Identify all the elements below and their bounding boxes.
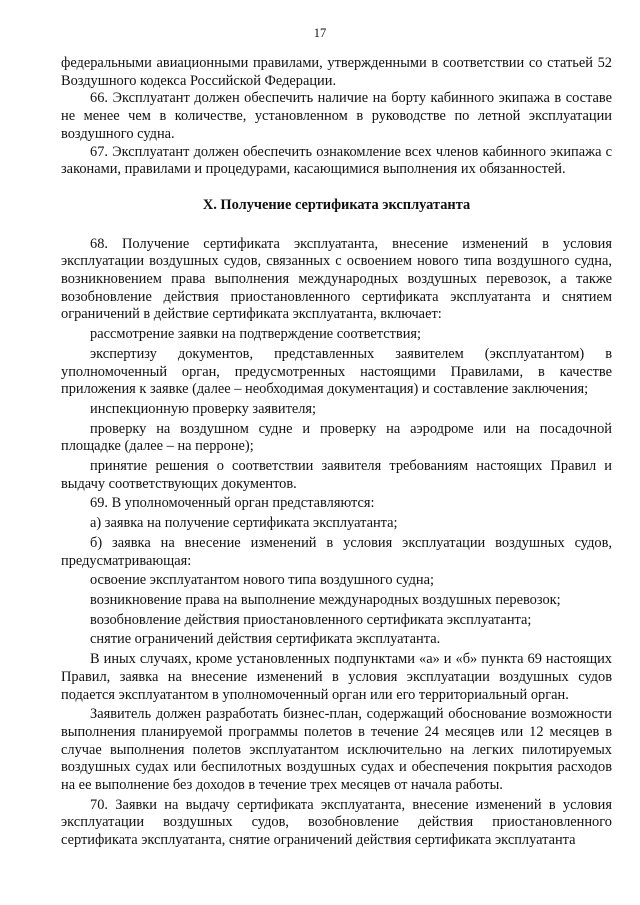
paragraph-continuation: федеральными авиационными правилами, утвержденными в соответствии со статьей 52 Воздушного кодекса Российской Федерации. — [61, 55, 612, 89]
paragraph-70: 70. Заявки на выдачу сертификата эксплуатанта, внесение изменений в условия эксплуатации воздушных судов, возобновление действия приостановленного сертификата эксплуатанта, снятие ограничений действия сертификата эксплуатанта — [61, 796, 612, 849]
list-item: инспекционную проверку заявителя; — [90, 400, 317, 417]
page-number: 17 — [313, 26, 327, 40]
list-item: экспертизу документов, представленных заявителем (эксплуатантом) в уполномоченный орган, предусмотренных настоящими Правилами, в качестве приложения к заявке (далее – необходимая документация) и составление заключения; — [61, 345, 612, 398]
list-item: освоение эксплуатантом нового типа воздушного судна; — [90, 572, 435, 589]
list-item: возобновление действия приостановленного сертификата эксплуатанта; — [90, 611, 532, 628]
list-item: снятие ограничений действия сертификата эксплуатанта. — [90, 631, 441, 648]
paragraph-other-cases: В иных случаях, кроме установленных подпунктами «а» и «б» пункта 69 настоящих Правил, заявка на внесение изменений в условия эксплуатации воздушных судов подается эксплуатантом в уполномоченный орган или его территориальный орган. — [61, 651, 612, 703]
paragraph-68: 68. Получение сертификата эксплуатанта, внесение изменений в условия эксплуатации воздушных судов, связанных с освоением нового типа воздушного судна, возникновением права выполнения международных воздушных перевозок, а также возобновление действия приостановленного сертификата эксплуатанта и снятием ограничений в действие сертификата эксплуатанта, включает: — [61, 235, 612, 323]
list-item: а) заявка на получение сертификата эксплуатанта; — [90, 515, 398, 532]
list-item: проверку на воздушном судне и проверку на аэродроме или на посадочной площадке (далее – на перроне); — [61, 420, 612, 455]
list-item: возникновение права на выполнение международных воздушных перевозок; — [90, 591, 561, 608]
paragraph-69: 69. В уполномоченный орган представляются: — [90, 495, 375, 512]
list-item: принятие решения о соответствии заявителя требованиям настоящих Правил и выдачу соответствующих документов. — [61, 458, 612, 492]
section-heading: X. Получение сертификата эксплуатанта — [202, 196, 471, 213]
list-item: рассмотрение заявки на подтверждение соответствия; — [90, 326, 422, 343]
paragraph-66: 66. Эксплуатант должен обеспечить наличие на борту кабинного экипажа в составе не менее чем в количестве, установленном в руководстве по летной эксплуатации воздушного судна. — [61, 90, 612, 142]
document-body — [61, 55, 612, 850]
paragraph-business-plan: Заявитель должен разработать бизнес-план, содержащий обоснование возможности выполнения планируемой программы полетов в течение 24 месяцев или 12 месяцев в случае выполнения полетов эксплуатантом исключительно на легких пилотируемых воздушных судах или беспилотных воздушных судах и обеспечения покрытия расходов на ее выполнение без доходов в течение трех месяцев от начала работы. — [61, 706, 612, 794]
list-item: б) заявка на внесение изменений в условия эксплуатации воздушных судов, предусматривающая: — [61, 534, 612, 569]
paragraph-67: 67. Эксплуатант должен обеспечить ознакомление всех членов кабинного экипажа с законами, правилами и процедурами, касающимися выполнения их обязанностей. — [61, 143, 612, 178]
